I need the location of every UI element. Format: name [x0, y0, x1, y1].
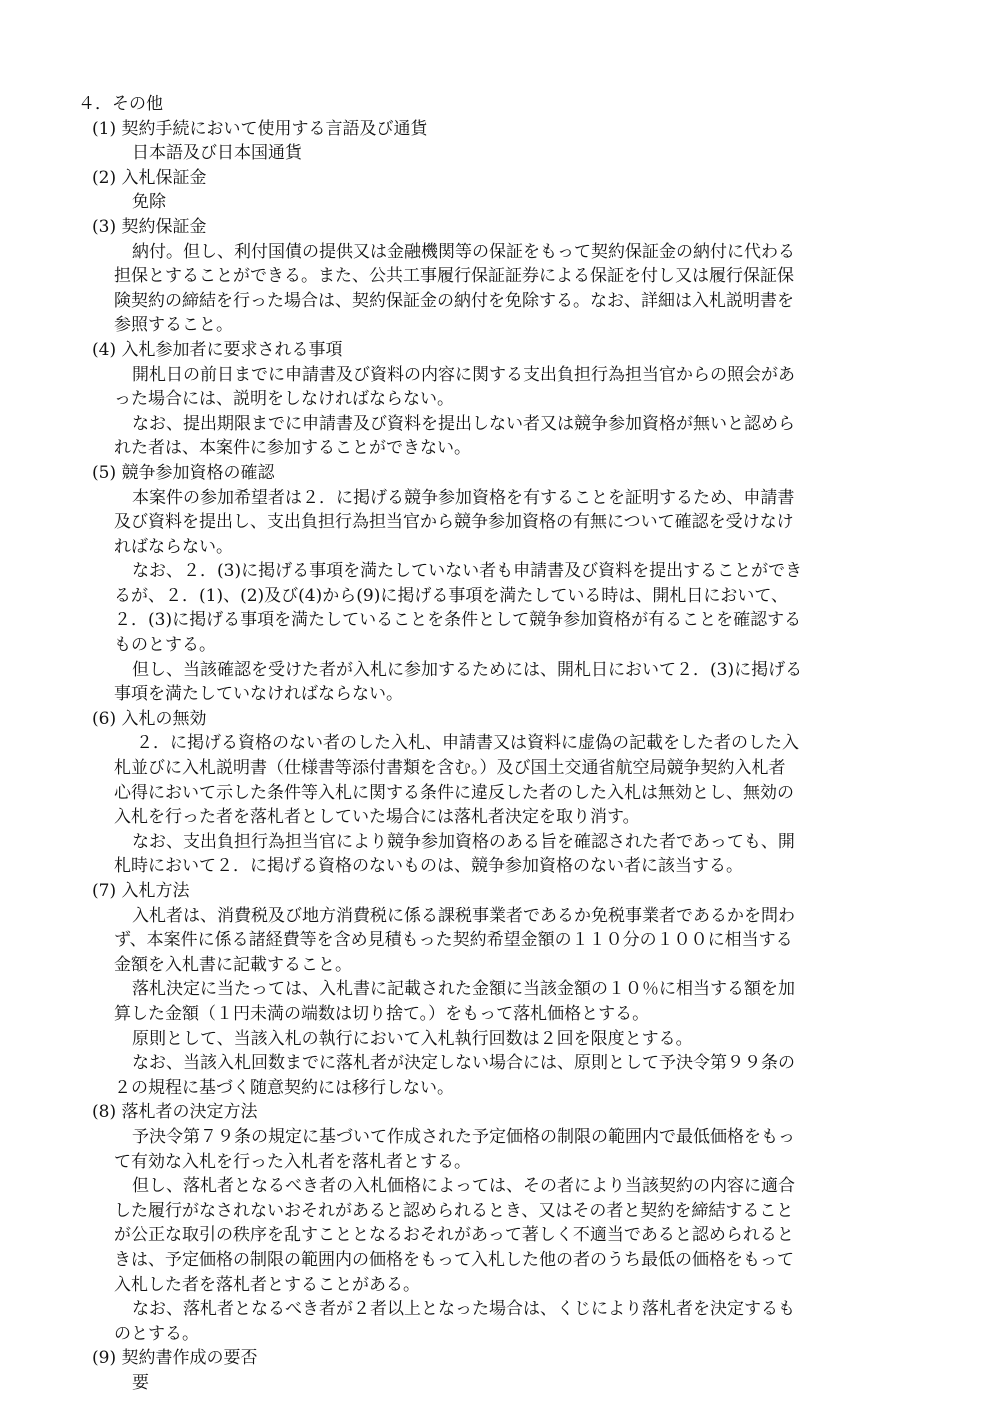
text-line: 免除: [132, 192, 166, 213]
paragraph: [78, 190, 938, 215]
text-line: 札並びに入札説明書（仕様書等添付書類を含む。）及び国土交通省航空局競争契約入札者: [114, 758, 786, 779]
text-line: ず、本案件に係る諸経費等を含め見積もった契約希望金額の１１０分の１００に相当する: [114, 930, 793, 951]
text-line: 納付。但し、利付国債の提供又は金融機関等の保証をもって契約保証金の納付に代わる: [132, 241, 795, 262]
text-line: 開札日の前日までに申請書及び資料の内容に関する支出負担行為担当官からの照会があ: [132, 364, 795, 385]
text-line: 札時において２．に掲げる資格のないものは、競争参加資格のない者に該当する。: [114, 856, 743, 877]
paragraph: [78, 977, 938, 1026]
text-line: 日本語及び日本国通貨: [132, 143, 302, 164]
item-heading: (1) 契約手続において使用する言語及び通貨: [92, 118, 428, 139]
text-line: 入札を行った者を落札者としていた場合には落札者決定を取り消す。: [114, 807, 640, 828]
text-line: 但し、落札者となるべき者の入札価格によっては、その者により当該契約の内容に適合: [132, 1176, 795, 1197]
item-heading: (5) 競争参加資格の確認: [92, 462, 275, 483]
text-line: 要: [132, 1372, 149, 1393]
item-heading: (9) 契約書作成の要否: [92, 1348, 258, 1369]
text-line: ものとする。: [114, 635, 216, 656]
item-block: [78, 707, 938, 879]
text-line: なお、落札者となるべき者が２者以上となった場合は、くじにより落札者を決定するも: [132, 1299, 795, 1320]
text-line: ２．に掲げる資格のない者のした入札、申請書又は資料に虚偽の記載をした者のした入: [136, 733, 799, 754]
paragraph: [78, 141, 938, 166]
paragraph: [78, 1174, 938, 1297]
text-line: なお、２．(3)に掲げる事項を満たしていない者も申請書及び資料を提出することができ: [132, 561, 803, 582]
section-title: ４．その他: [78, 94, 163, 114]
paragraph: [78, 559, 938, 657]
text-line: ２の規程に基づく随意契約には移行しない。: [114, 1077, 454, 1098]
paragraph: [78, 412, 938, 461]
text-line: れた者は、本案件に参加することができない。: [114, 438, 471, 459]
item-block: [78, 338, 938, 461]
text-line: なお、当該入札回数までに落札者が決定しない場合には、原則として予決令第９９条の: [132, 1053, 795, 1074]
item-block: [78, 879, 938, 1100]
item-heading: (2) 入札保証金: [92, 167, 207, 188]
item-block: [78, 1100, 938, 1346]
text-line: った場合には、説明をしなければならない。: [114, 389, 454, 410]
paragraph: [78, 1371, 938, 1396]
item-heading: (8) 落札者の決定方法: [92, 1102, 258, 1123]
text-line: 予決令第７９条の規定に基づいて作成された予定価格の制限の範囲内で最低価格をもっ: [132, 1126, 795, 1147]
text-line: 金額を入札書に記載すること。: [114, 954, 352, 975]
text-line: なお、支出負担行為担当官により競争参加資格のある旨を確認された者であっても、開: [132, 831, 795, 852]
paragraph: [78, 830, 938, 879]
paragraph: [78, 486, 938, 560]
item-block: [78, 166, 938, 215]
text-line: なお、提出期限までに申請書及び資料を提出しない者又は競争参加資格が無いと認めら: [132, 413, 795, 434]
paragraph: [78, 1125, 938, 1174]
paragraph: [78, 1297, 938, 1346]
text-line: 入札した者を落札者とすることがある。: [114, 1274, 420, 1295]
paragraph: [78, 1027, 938, 1052]
text-line: 事項を満たしていなければならない。: [114, 684, 403, 705]
item-block: [78, 1346, 938, 1395]
paragraph: [78, 904, 938, 978]
text-line: きは、予定価格の制限の範囲内の価格をもって入札した他の者のうち最低の価格をもって: [114, 1249, 794, 1270]
item-heading: (4) 入札参加者に要求される事項: [92, 339, 343, 360]
text-line: した履行がなされないおそれがあると認められるとき、又はその者と契約を締結すること: [114, 1200, 794, 1221]
text-line: 落札決定に当たっては、入札書に記載された金額に当該金額の１０％に相当する額を加: [132, 979, 795, 1000]
text-line: が公正な取引の秩序を乱すこととなるおそれがあって著しく不適当であると認められると: [114, 1225, 794, 1246]
text-line: 原則として、当該入札の執行において入札執行回数は２回を限度とする。: [132, 1028, 693, 1049]
text-line: のとする。: [114, 1323, 199, 1344]
text-line: 算した金額（１円未満の端数は切り捨て。）をもって落札価格とする。: [114, 1003, 650, 1024]
paragraph: [78, 363, 938, 412]
text-line: 入札者は、消費税及び地方消費税に係る課税事業者であるか免税事業者であるかを問わ: [132, 905, 795, 926]
item-heading: (6) 入札の無効: [92, 708, 207, 729]
item-block: [78, 461, 938, 707]
paragraph: [78, 1051, 938, 1100]
text-line: て有効な入札を行った入札者を落札者とする。: [114, 1151, 471, 1172]
text-line: ２．(3)に掲げる事項を満たしていることを条件として競争参加資格が有ることを確認する: [114, 610, 802, 631]
paragraph: [78, 658, 938, 707]
text-line: 心得において示した条件等入札に関する条件に違反した者のした入札は無効とし、無効の: [114, 782, 794, 803]
text-line: 険契約の締結を行った場合は、契約保証金の納付を免除する。なお、詳細は入札説明書を: [114, 290, 794, 311]
text-line: 本案件の参加希望者は２．に掲げる競争参加資格を有することを証明するため、申請書: [132, 487, 795, 508]
text-line: 担保とすることができる。また、公共工事履行保証証券による保証を付し又は履行保証保: [114, 266, 794, 287]
text-line: 及び資料を提出し、支出負担行為担当官から競争参加資格の有無について確認を受けなけ: [114, 512, 794, 533]
text-line: ればならない。: [114, 536, 233, 557]
document-body: [78, 92, 938, 1395]
text-line: 但し、当該確認を受けた者が入札に参加するためには、開札日において２．(3)に掲げる: [132, 659, 803, 680]
item-heading: (7) 入札方法: [92, 881, 190, 901]
item-block: [78, 117, 938, 166]
item-heading: (3) 契約保証金: [92, 216, 207, 237]
text-line: るが、２．(1)、(2)及び(4)から(9)に掲げる事項を満たしている時は、開札日において、: [114, 585, 788, 606]
text-line: 参照すること。: [114, 315, 233, 336]
paragraph: [78, 240, 938, 338]
item-block: [78, 215, 938, 338]
paragraph: [78, 731, 938, 829]
